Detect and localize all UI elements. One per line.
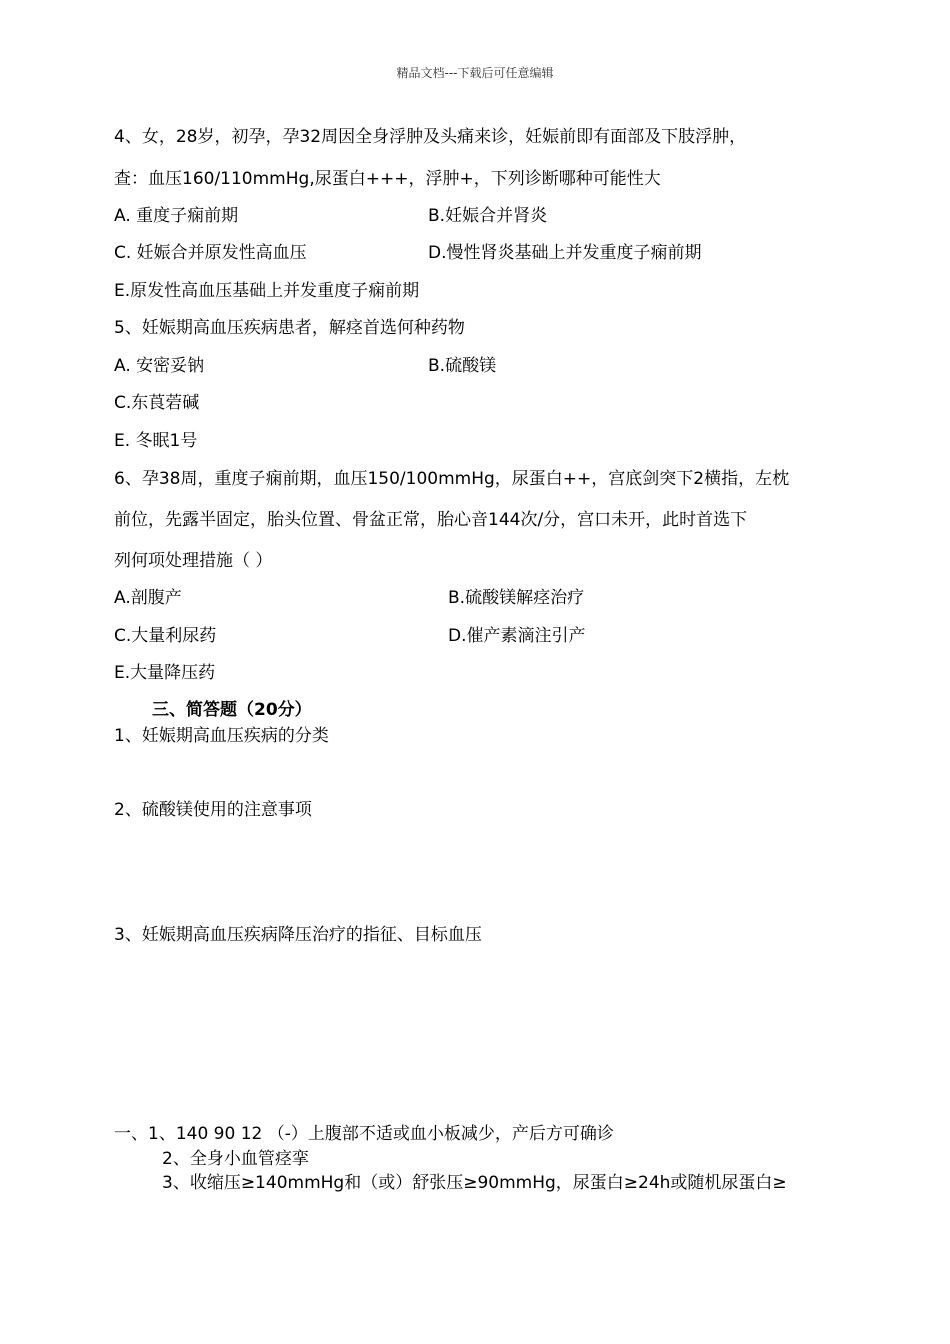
answer-line-1: 一、1、140 90 12 （-）上腹部不适或血小板减少，产后方可确诊 [114,1124,614,1144]
q6-stem-line2: 前位，先露半固定，胎头位置、骨盆正常，胎心音144次/分，宫口未开，此时首选下 [114,510,748,530]
page-header: 精品文档---下载后可任意编辑 [396,66,554,80]
q4-option-b: B.妊娠合并肾炎 [428,206,548,226]
answer-line-3: 3、收缩压≥140mmHg和（或）舒张压≥90mmHg，尿蛋白≥24h或随机尿蛋白≥ [162,1173,787,1193]
section3-question-3: 3、妊娠期高血压疾病降压治疗的指征、目标血压 [114,925,482,945]
q5-stem: 5、妊娠期高血压疾病患者，解痉首选何种药物 [114,318,465,338]
q6-option-d: D.催产素滴注引产 [448,626,586,646]
q4-stem-line2: 查：血压160/110mmHg,尿蛋白+++，浮肿+，下列诊断哪种可能性大 [114,169,661,189]
q4-option-d: D.慢性肾炎基础上并发重度子痫前期 [428,243,702,263]
q5-option-e: E. 冬眠1号 [114,431,198,451]
q6-option-e: E.大量降压药 [114,663,216,683]
section3-question-2: 2、硫酸镁使用的注意事项 [114,800,312,820]
q5-option-c: C.东莨菪碱 [114,393,200,413]
q6-option-a: A.剖腹产 [114,588,182,608]
q4-stem-line1: 4、女，28岁，初孕，孕32周因全身浮肿及头痛来诊，妊娠前即有面部及下肢浮肿， [114,127,747,147]
section3-question-1: 1、妊娠期高血压疾病的分类 [114,726,329,746]
q5-option-a: A. 安密妥钠 [114,356,205,376]
q6-stem-line1: 6、孕38周，重度子痫前期，血压150/100mmHg，尿蛋白++，宫底剑突下2横指，左枕 [114,469,790,489]
q5-option-b: B.硫酸镁 [428,356,497,376]
q4-option-e: E.原发性高血压基础上并发重度子痫前期 [114,281,420,301]
q6-stem-line3: 列何项处理措施（ ） [114,551,273,571]
section3-title: 三、简答题（20分） [152,700,312,720]
q4-option-a: A. 重度子痫前期 [114,206,239,226]
answer-line-2: 2、全身小血管痉挛 [162,1149,309,1169]
q6-option-b: B.硫酸镁解痉治疗 [448,588,585,608]
q4-option-c: C. 妊娠合并原发性高血压 [114,243,307,263]
q6-option-c: C.大量利尿药 [114,626,217,646]
